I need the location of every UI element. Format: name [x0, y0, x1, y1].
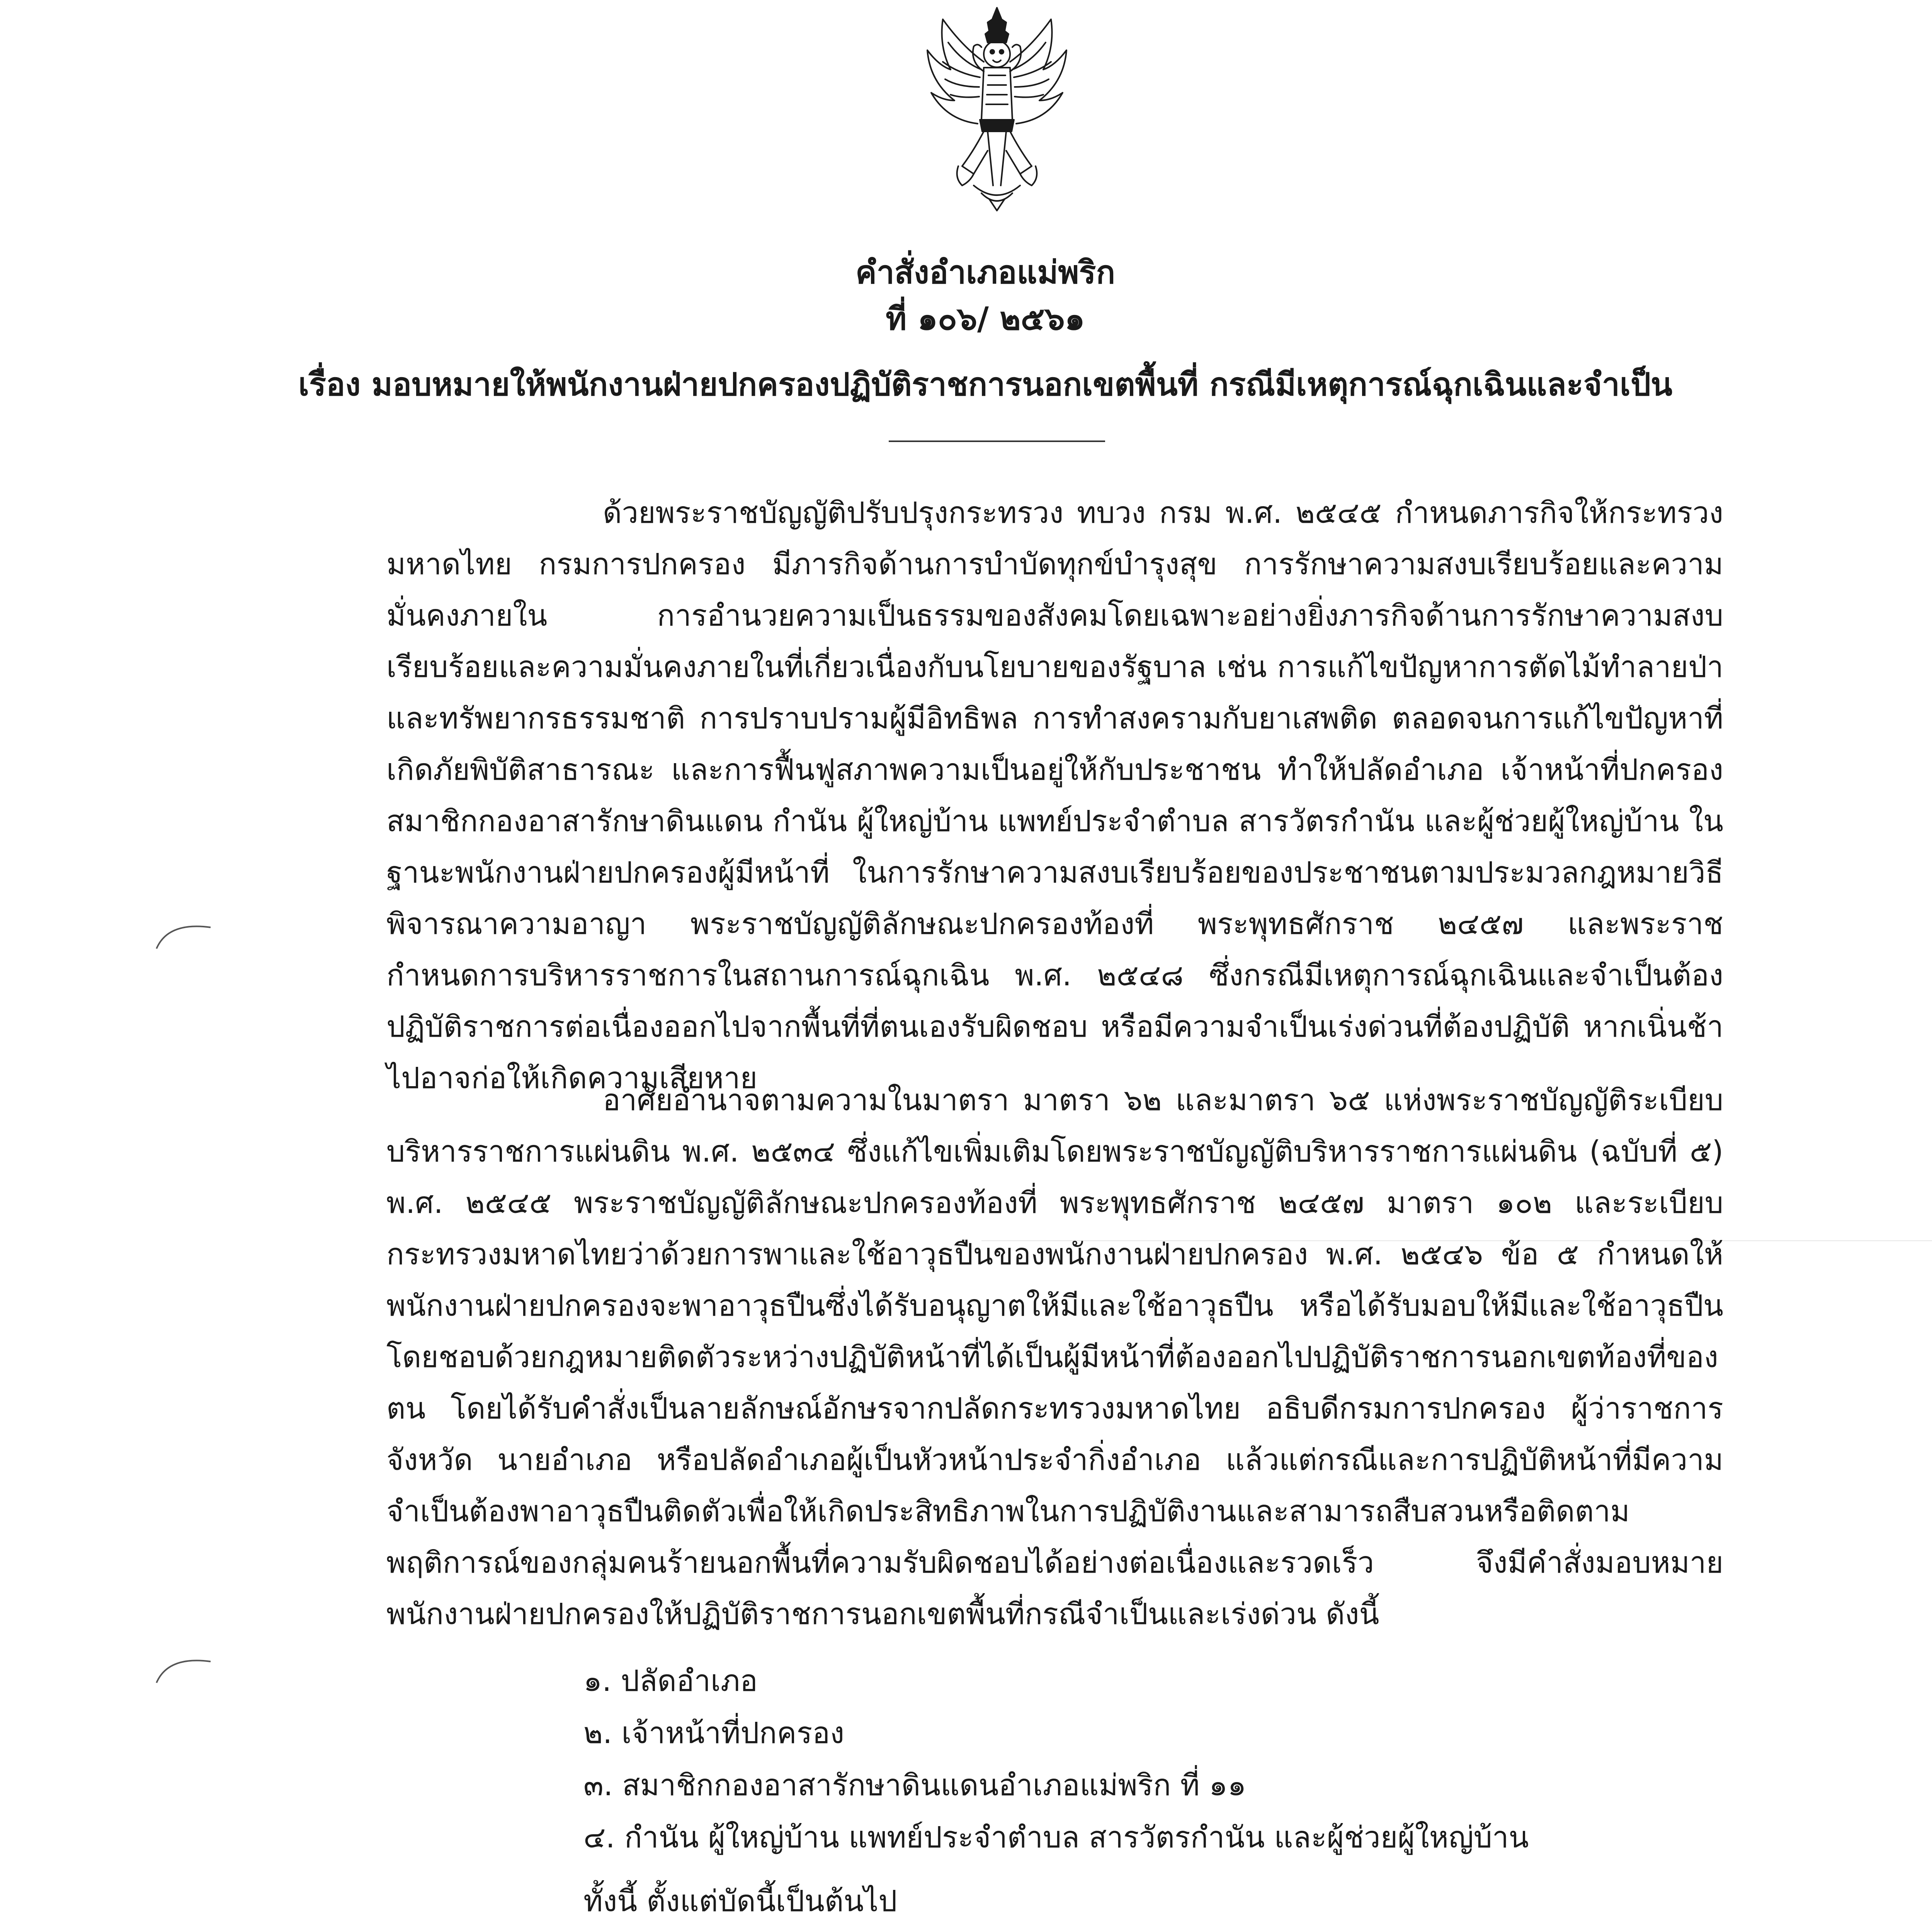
body-paragraph-2-text: อาศัยอำนาจตามความในมาตรา มาตรา ๖๒ และมาตรา ๖๕ แห่งพระราชบัญญัติระเบียบบริหารราชการแผ่นดิน พ.ศ. ๒๕๓๔ ซึ่งแก้ไขเพิ่มเติมโดยพระราชบัญญัติบริหารราชการแผ่นดิน (ฉบับที่ ๕) พ.ศ. ๒๕๔๕ พระราชบัญญัติลักษณะปกครองท้องที่ พระพุทธศักราช ๒๔๕๗ มาตรา ๑๐๒ และระเบียบกระทรวงมหาดไทยว่าด้วยการพาและใช้อาวุธปืนของพนักงานฝ่ายปกครอง พ.ศ. ๒๕๔๖ ข้อ ๕ กำหนดให้พนักงานฝ่ายปกครองจะพาอาวุธปืนซึ่งได้รับอนุญาตให้มีและใช้อาวุธปืน หรือได้รับมอบให้มีและใช้อาวุธปืนโดยชอบด้วยกฎหมายติดตัวระหว่างปฏิบัติหน้าที่ได้เป็นผู้มีหน้าที่ต้องออกไปปฏิบัติราชการนอกเขตท้องที่ของตน โดยได้รับคำสั่งเป็นลายลักษณ์อักษรจากปลัดกระทรวงมหาดไทย อธิบดีกรมการปกครอง ผู้ว่าราชการจังหวัด นายอำเภอ หรือปลัดอำเภอผู้เป็นหัวหน้าประจำกิ่งอำเภอ แล้วแต่กรณีและการปฏิบัติหน้าที่มีความจำเป็นต้องพาอาวุธปืนติดตัวเพื่อให้เกิดประสิทธิภาพในการปฏิบัติงานและสามารถสืบสวนหรือติดตามพฤติการณ์ของกลุ่มคนร้ายนอกพื้นที่ความรับผิดชอบได้อย่างต่อเนื่องและรวดเร็ว จึงมีคำสั่งมอบหมายพนักงานฝ่ายปกครองให้ปฏิบัติราชการนอกเขตพื้นที่กรณีจำเป็นและเร่งด่วน ดังนี้ [386, 1083, 1723, 1631]
order-number: ที่ ๑๐๖/ ๒๕๖๑ [886, 301, 1085, 337]
order-subject: เรื่อง มอบหมายให้พนักงานฝ่ายปกครองปฏิบัติราชการนอกเขตพื้นที่ กรณีมีเหตุการณ์ฉุกเฉินและจำเป็น [298, 366, 1673, 403]
list-item: ๔. กำนัน ผู้ใหญ่บ้าน แพทย์ประจำตำบล สารวัตรกำนัน และผู้ช่วยผู้ใหญ่บ้าน [583, 1820, 1529, 1854]
order-title: คำสั่งอำเภอแม่พริก [855, 254, 1116, 291]
list-item: ๒. เจ้าหน้าที่ปกครอง [583, 1716, 845, 1750]
body-paragraph-1 [386, 487, 1723, 1104]
body-paragraph-1-text: ด้วยพระราชบัญญัติปรับปรุงกระทรวง ทบวง กรม พ.ศ. ๒๕๔๕ กำหนดภารกิจให้กระทรวงมหาดไทย กรมการปกครอง มีภารกิจด้านการบำบัดทุกข์บำรุงสุข การรักษาความสงบเรียบร้อยและความมั่นคงภายใน การอำนวยความเป็นธรรมของสังคมโดยเฉพาะอย่างยิ่งภารกิจด้านการรักษาความสงบเรียบร้อยและความมั่นคงภายในที่เกี่ยวเนื่องกับนโยบายของรัฐบาล เช่น การแก้ไขปัญหาการตัดไม้ทำลายป่าและทรัพยากรธรรมชาติ การปราบปรามผู้มีอิทธิพล การทำสงครามกับยาเสพติด ตลอดจนการแก้ไขปัญหาที่เกิดภัยพิบัติสาธารณะ และการฟื้นฟูสภาพความเป็นอยู่ให้กับประชาชน ทำให้ปลัดอำเภอ เจ้าหน้าที่ปกครอง สมาชิกกองอาสารักษาดินแดน กำนัน ผู้ใหญ่บ้าน แพทย์ประจำตำบล สารวัตรกำนัน และผู้ช่วยผู้ใหญ่บ้าน ในฐานะพนักงานฝ่ายปกครองผู้มีหน้าที่ ในการรักษาความสงบเรียบร้อยของประชาชนตามประมวลกฎหมายวิธีพิจารณาความอาญา พระราชบัญญัติลักษณะปกครองท้องที่ พระพุทธศักราช ๒๔๕๗ และพระราชกำหนดการบริหารราชการในสถานการณ์ฉุกเฉิน พ.ศ. ๒๕๔๘ ซึ่งกรณีมีเหตุการณ์ฉุกเฉินและจำเป็นต้องปฏิบัติราชการต่อเนื่องออกไปจากพื้นที่ที่ตนเองรับผิดชอบ หรือมีความจำเป็นเร่งด่วนที่ต้องปฏิบัติ หากเนิ่นช้าไปอาจก่อให้เกิดความเสียหาย [386, 495, 1723, 1095]
list-item: ๑. ปลัดอำเภอ [583, 1663, 758, 1698]
effective-date-text: ทั้งนี้ ตั้งแต่บัดนี้เป็นต้นไป [583, 1884, 897, 1918]
garuda-emblem-icon [916, 4, 1078, 213]
subject-divider [889, 440, 1105, 442]
punch-hole-mark [153, 1654, 214, 1685]
list-item: ๓. สมาชิกกองอาสารักษาดินแดนอำเภอแม่พริก ที่ ๑๑ [583, 1768, 1247, 1802]
body-paragraph-2 [386, 1074, 1723, 1639]
punch-hole-mark [153, 920, 214, 951]
